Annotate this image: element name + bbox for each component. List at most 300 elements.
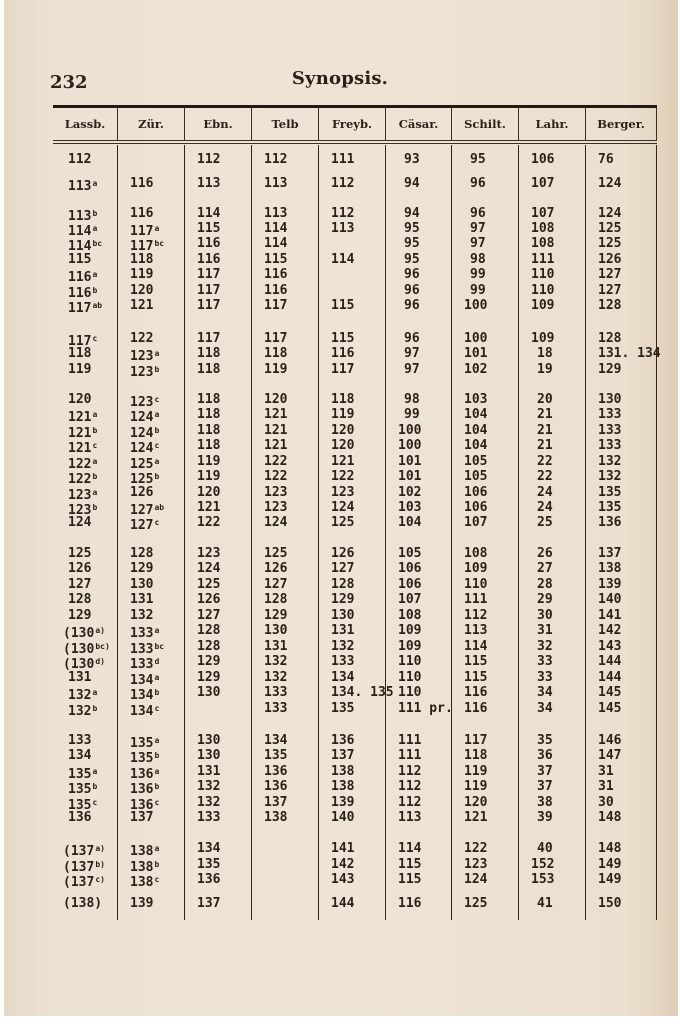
table-cell: 117 — [464, 733, 488, 748]
table-cell: 139 — [331, 795, 355, 810]
table-row — [53, 779, 657, 795]
table-row — [53, 592, 657, 608]
table-cell: 128 — [264, 592, 288, 607]
table-cell: 95 — [404, 221, 420, 236]
table-cell: 104 — [464, 438, 488, 453]
table-cell: 110 — [398, 685, 422, 700]
table-cell: 128 — [130, 546, 154, 561]
table-cell: 112 — [398, 764, 422, 779]
table-cell: 120 — [264, 392, 288, 407]
table-cell: 33 — [537, 654, 553, 669]
table-cell: 22 — [537, 469, 553, 484]
table-cell: $133^{bc}$ — [130, 642, 165, 657]
table-cell: 133 — [598, 423, 622, 438]
table-cell: 21 — [537, 407, 553, 422]
table-cell: 97 — [404, 346, 420, 361]
table-cell: 109 — [398, 639, 422, 654]
table-cell: 125 — [68, 546, 92, 561]
table-row — [53, 733, 657, 749]
table-row — [53, 454, 657, 470]
table-cell: 18 — [537, 346, 553, 361]
table-cell: 110 — [531, 283, 555, 298]
table-cell: 111 — [398, 748, 422, 763]
table-cell: 110 — [531, 267, 555, 282]
table-cell: 136 — [68, 810, 92, 825]
table-cell: 119 — [197, 454, 221, 469]
table-cell: 129 — [264, 608, 288, 623]
table-row — [53, 608, 657, 624]
table-cell: 105 — [464, 469, 488, 484]
table-cell: 131 — [130, 592, 154, 607]
table-cell: 136 — [264, 764, 288, 779]
table-cell: 26 — [537, 546, 553, 561]
table-cell: 112 — [398, 779, 422, 794]
table-cell: 113 — [264, 176, 288, 191]
table-cell: 112 — [464, 608, 488, 623]
table-row — [53, 346, 661, 364]
table-cell: 121$^b$ — [68, 426, 98, 441]
table-cell: 111 — [464, 592, 488, 607]
table-cell: 152 — [531, 857, 555, 872]
table-cell: 129 — [197, 654, 221, 669]
table-cell: 125$^a$ — [130, 457, 160, 472]
table-cell: 108 — [531, 221, 555, 236]
table-cell: 112 — [398, 795, 422, 810]
column-header: Lahr. — [519, 108, 586, 140]
table-cell: 124 — [464, 872, 488, 887]
table-cell: 116$^a$ — [68, 270, 98, 285]
table-cell: 106 — [398, 577, 422, 592]
table-cell: 117 — [331, 362, 355, 377]
table-cell: 108 — [464, 546, 488, 561]
table-cell: 41 — [537, 896, 553, 911]
table-cell: 135 — [598, 500, 622, 515]
table-cell: 31 — [598, 764, 614, 779]
table-cell: 127 — [264, 577, 288, 592]
table-cell: 94 — [404, 176, 420, 191]
table-cell: 123$^a$ — [130, 349, 160, 364]
table-cell: 133 — [264, 685, 288, 700]
table-cell: 96 — [470, 206, 486, 221]
table-cell: 124 — [598, 206, 622, 221]
table-cell: 114 — [264, 236, 288, 251]
table-cell: 129 — [197, 670, 221, 685]
table-cell: 143 — [598, 639, 622, 654]
table-cell: 132 — [264, 670, 288, 685]
table-cell: 99 — [470, 267, 486, 282]
table-cell: 144 — [598, 654, 622, 669]
table-cell: 119 — [130, 267, 154, 282]
table-cell: 111 — [331, 152, 355, 167]
table-cell: 115 — [464, 670, 488, 685]
table-cell: 122$^a$ — [68, 457, 98, 472]
table-cell: 31 — [537, 623, 553, 638]
table-cell: 135$^b$ — [68, 782, 98, 797]
table-row — [53, 546, 657, 562]
table-row — [53, 795, 657, 811]
table-cell: 122$^b$ — [68, 472, 98, 487]
table-cell: 149 — [598, 857, 622, 872]
table-row — [53, 515, 657, 531]
table-cell: 134 — [331, 670, 355, 685]
table-cell: 119 — [197, 469, 221, 484]
table-cell: 121 — [264, 407, 288, 422]
table-cell: 133 — [598, 438, 622, 453]
table-cell: 132 — [331, 639, 355, 654]
table-cell: 76 — [598, 152, 614, 167]
page-number: 232 — [50, 72, 88, 93]
table-cell: 29 — [537, 592, 553, 607]
table-cell: 107 — [398, 592, 422, 607]
table-cell: 115 — [398, 872, 422, 887]
table-cell: 118 — [197, 392, 221, 407]
table-cell: 130 — [130, 577, 154, 592]
table-cell: 120 — [68, 392, 92, 407]
table-cell: 106 — [531, 152, 555, 167]
table-cell: 124$^a$ — [130, 410, 160, 425]
table-cell: 126 — [68, 561, 92, 576]
table-cell: 133 — [68, 733, 92, 748]
table-row — [53, 236, 657, 252]
table-cell: 121$^a$ — [68, 410, 98, 425]
table-cell: 31 — [598, 779, 614, 794]
table-cell: 98 — [470, 252, 486, 267]
table-cell: 147 — [598, 748, 622, 763]
table-cell — [252, 872, 319, 888]
table-cell: 114 — [331, 252, 355, 267]
table-cell: 134$^c$ — [130, 704, 160, 719]
table-cell: 137 — [331, 748, 355, 763]
table-cell: 120 — [464, 795, 488, 810]
table-cell: 145 — [598, 701, 622, 716]
table-cell: 111 pr. — [398, 701, 453, 716]
table-cell: 100 — [398, 438, 422, 453]
table-cell: 121 — [264, 438, 288, 453]
column-header: Zür. — [118, 108, 185, 140]
table-row — [53, 331, 657, 347]
table-cell: 111 — [398, 733, 422, 748]
table-cell: 99 — [470, 283, 486, 298]
table-cell: 130 — [598, 392, 622, 407]
table-cell — [118, 152, 185, 168]
table-cell: 129 — [68, 608, 92, 623]
table-cell: 30 — [598, 795, 614, 810]
table-row — [53, 298, 657, 314]
table-cell: 132 — [598, 454, 622, 469]
table-cell: 143 — [331, 872, 355, 887]
table-cell — [185, 701, 252, 717]
table-cell: 21 — [537, 438, 553, 453]
table-cell: 24 — [537, 485, 553, 500]
table-cell: 126 — [331, 546, 355, 561]
table-cell: 113$^b$ — [68, 209, 98, 224]
table-cell: 112 — [331, 176, 355, 191]
table-cell: 105 — [398, 546, 422, 561]
table-cell: 140 — [331, 810, 355, 825]
table-cell: 123 — [197, 546, 221, 561]
table-cell: 101 — [464, 346, 488, 361]
table-cell — [319, 236, 386, 252]
table-cell: 123 — [464, 857, 488, 872]
table-cell: 117$^c$ — [68, 334, 98, 349]
table-cell: 97 — [470, 236, 486, 251]
table-cell: 21 — [537, 423, 553, 438]
table-cell: (138) — [63, 896, 103, 911]
table-cell: 139 — [598, 577, 622, 592]
table-cell: 134 — [197, 841, 221, 856]
table-cell: 106 — [464, 500, 488, 515]
table-cell: 114 — [398, 841, 422, 856]
table-cell: 98 — [404, 392, 420, 407]
table-cell: 114 — [464, 639, 488, 654]
table-cell: 130 — [197, 748, 221, 763]
table-cell: 34 — [537, 685, 553, 700]
table-row — [53, 670, 657, 686]
table-cell: 40 — [537, 841, 553, 856]
table-cell: 103 — [464, 392, 488, 407]
table-cell: 117 — [197, 298, 221, 313]
table-row — [53, 423, 657, 439]
table-cell: 117 — [197, 283, 221, 298]
table-cell: (137$^{c)}$ — [63, 875, 105, 890]
table-cell: 113 — [264, 206, 288, 221]
table-cell: 113 — [197, 176, 221, 191]
table-cell — [252, 896, 319, 912]
table-cell: 133 — [598, 407, 622, 422]
table-cell — [319, 267, 386, 283]
table-cell: 101 — [398, 469, 422, 484]
table-cell: 125$^b$ — [130, 472, 160, 487]
table-cell: 111 — [531, 252, 555, 267]
table-cell: 39 — [537, 810, 553, 825]
table-cell: 20 — [537, 392, 553, 407]
table-cell: 100 — [464, 331, 488, 346]
table-cell: 113 — [464, 623, 488, 638]
table-row — [53, 438, 657, 454]
table-cell: 131 — [331, 623, 355, 638]
table-cell: (137$^{a)}$ — [63, 844, 105, 859]
table-cell: 102 — [398, 485, 422, 500]
column-header: Lassb. — [53, 108, 118, 140]
table-cell: 117 — [264, 298, 288, 313]
table-cell: 97 — [470, 221, 486, 236]
table-cell: 136$^a$ — [130, 767, 160, 782]
table-cell: 37 — [537, 779, 553, 794]
table-cell: 138 — [264, 810, 288, 825]
table-row — [53, 176, 657, 192]
table-cell: 132$^a$ — [68, 688, 98, 703]
table-cell: 117 — [264, 331, 288, 346]
table-cell: 123 — [264, 500, 288, 515]
table-cell: 112 — [331, 206, 355, 221]
table-cell: 120 — [130, 283, 154, 298]
table-row — [53, 267, 657, 283]
table-cell: 103 — [398, 500, 422, 515]
table-cell: 121$^c$ — [68, 441, 98, 456]
table-cell: 115 — [331, 331, 355, 346]
table-cell: 110 — [398, 670, 422, 685]
table-cell: 104 — [464, 407, 488, 422]
table-cell: 126 — [130, 485, 154, 500]
table-cell: 121 — [331, 454, 355, 469]
table-cell: 130 — [197, 685, 221, 700]
table-cell: 116 — [398, 896, 422, 911]
table-cell: 122 — [264, 469, 288, 484]
table-cell: 96 — [404, 298, 420, 313]
table-cell: 136 — [197, 872, 221, 887]
table-row — [53, 857, 657, 873]
table-cell: 109 — [531, 298, 555, 313]
table-cell: 133 — [197, 810, 221, 825]
table-cell: 110 — [464, 577, 488, 592]
table-cell: 113 — [331, 221, 355, 236]
table-cell: 96 — [470, 176, 486, 191]
table-cell: 127 — [68, 577, 92, 592]
table-cell: $114^{bc}$ — [68, 239, 103, 254]
table-cell: 122 — [130, 331, 154, 346]
table-cell: 123$^b$ — [68, 503, 98, 518]
table-cell: $117^{ab}$ — [68, 301, 103, 316]
table-cell: 130 — [264, 623, 288, 638]
table-cell: 127 — [331, 561, 355, 576]
table-cell: 146 — [598, 733, 622, 748]
table-cell: 118 — [68, 346, 92, 361]
table-cell: 117$^a$ — [130, 224, 160, 239]
table-row — [53, 500, 657, 516]
table-cell — [252, 857, 319, 873]
table-cell: 125 — [598, 236, 622, 251]
table-cell: 145 — [598, 685, 622, 700]
running-head: Synopsis. — [291, 68, 389, 89]
table-cell: 118 — [197, 362, 221, 377]
table-cell: 104 — [464, 423, 488, 438]
table-cell: 100 — [464, 298, 488, 313]
table-cell: 135$^b$ — [130, 751, 160, 766]
table-cell: 34 — [537, 701, 553, 716]
table-cell: 94 — [404, 206, 420, 221]
table-row — [53, 221, 657, 237]
table-cell: 35 — [537, 733, 553, 748]
table-cell: 141 — [331, 841, 355, 856]
table-cell: 135 — [598, 485, 622, 500]
table-cell: 141 — [598, 608, 622, 623]
table-cell: 119 — [264, 362, 288, 377]
table-cell: 128 — [197, 623, 221, 638]
table-cell: (137$^{b)}$ — [63, 860, 105, 875]
table-cell: 96 — [404, 283, 420, 298]
table-cell: 107 — [464, 515, 488, 530]
table-cell: 32 — [537, 639, 553, 654]
table-cell: 149 — [598, 872, 622, 887]
table-cell: 123 — [264, 485, 288, 500]
table-cell: 148 — [598, 841, 622, 856]
table-cell: 123$^b$ — [130, 365, 160, 380]
table-cell: 115 — [331, 298, 355, 313]
column-header: Ebn. — [185, 108, 252, 140]
table-cell: 113$^a$ — [68, 179, 98, 194]
table-cell: 123$^c$ — [130, 395, 160, 410]
table-cell: 135 — [264, 748, 288, 763]
table-header-row — [53, 108, 657, 140]
table-cell: 138$^b$ — [130, 860, 160, 875]
table-cell: 116 — [197, 236, 221, 251]
table-cell: 125 — [197, 577, 221, 592]
table-cell: 128 — [331, 577, 355, 592]
table-cell: 139 — [130, 896, 154, 911]
table-cell: 109 — [464, 561, 488, 576]
table-cell: 118 — [197, 407, 221, 422]
column-header: Freyb. — [319, 108, 386, 140]
table-cell: 142 — [598, 623, 622, 638]
table-cell: 116 — [464, 685, 488, 700]
table-cell: 100 — [398, 423, 422, 438]
header-rule — [53, 140, 657, 141]
table-cell: 36 — [537, 748, 553, 763]
table-cell: ($130^{bc)}$ — [63, 642, 110, 657]
table-cell: 96 — [404, 331, 420, 346]
table-cell: 148 — [598, 810, 622, 825]
table-cell: 127 — [197, 608, 221, 623]
table-cell: 137 — [598, 546, 622, 561]
table-cell: 116 — [264, 283, 288, 298]
table-cell: 122 — [197, 515, 221, 530]
table-cell: 25 — [537, 515, 553, 530]
table-cell: 124 — [331, 500, 355, 515]
table-row — [53, 623, 657, 639]
table-cell: 126 — [264, 561, 288, 576]
table-row — [53, 872, 657, 888]
table-cell: 118 — [197, 423, 221, 438]
table-cell: 118 — [130, 252, 154, 267]
table-cell: 127 — [598, 267, 622, 282]
table-cell: 120 — [331, 438, 355, 453]
table-row — [53, 561, 657, 577]
table-cell: 108 — [531, 236, 555, 251]
table-cell: 119 — [68, 362, 92, 377]
table-cell: 97 — [404, 362, 420, 377]
table-cell: 133 — [331, 654, 355, 669]
table-row — [53, 701, 657, 717]
table-cell: 121 — [264, 423, 288, 438]
table-cell: 127$^c$ — [130, 518, 160, 533]
table-cell: 132 — [598, 469, 622, 484]
table-cell: 138$^c$ — [130, 875, 160, 890]
table-cell: 116 — [264, 267, 288, 282]
table-cell: 136 — [264, 779, 288, 794]
table-cell: 101 — [398, 454, 422, 469]
table-cell: 28 — [537, 577, 553, 592]
table-cell: 134$^b$ — [130, 688, 160, 703]
table-cell: 95 — [470, 152, 486, 167]
table-row — [53, 469, 657, 485]
table-cell: 125 — [598, 221, 622, 236]
table-cell: 122 — [264, 454, 288, 469]
table-cell: 131 — [68, 670, 92, 685]
table-cell: 102 — [464, 362, 488, 377]
table-cell: 114 — [197, 206, 221, 221]
table-cell: 135$^a$ — [68, 767, 98, 782]
table-cell: 129 — [130, 561, 154, 576]
table-cell: 135$^c$ — [68, 798, 98, 813]
table-cell: 122 — [331, 469, 355, 484]
table-cell: 109 — [531, 331, 555, 346]
table-row — [53, 362, 657, 378]
table-cell: 112 — [68, 152, 92, 167]
table-cell: 131. 134 — [598, 346, 661, 361]
table-cell: 118 — [331, 392, 355, 407]
table-cell: $117^{bc}$ — [130, 239, 165, 254]
table-row — [53, 252, 657, 268]
